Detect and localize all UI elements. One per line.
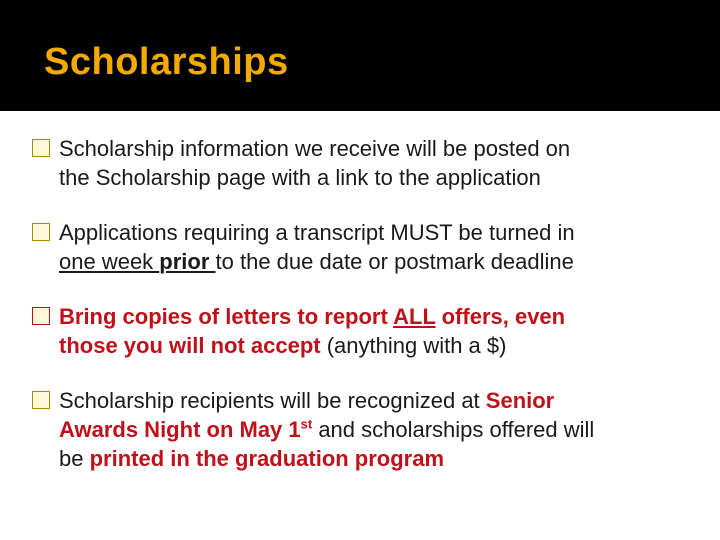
- highlight-text: Senior: [485, 388, 555, 413]
- title-bar: [0, 0, 720, 111]
- underlined-text: one week: [59, 249, 160, 274]
- bullet-text-line: [59, 444, 692, 473]
- bullet-text: Applications requiring a transcript MUST be turned in: [59, 220, 575, 245]
- highlight-text: offers, even: [435, 304, 566, 329]
- bullet-box-icon: [32, 223, 50, 241]
- highlight-text: Awards Night on May 1: [59, 417, 301, 442]
- bullet-text: and scholarships offered will: [312, 417, 595, 442]
- highlight-text: Bring copies of letters to report: [59, 304, 394, 329]
- bullet-item: [32, 386, 692, 473]
- bullet-box-icon: [32, 391, 50, 409]
- highlight-underlined-text: ALL: [393, 304, 436, 329]
- bullet-text: Scholarship information we receive will be posted on: [59, 136, 571, 161]
- bullet-text: to the due date or postmark deadline: [215, 249, 574, 274]
- bullet-list: [32, 134, 692, 499]
- bullet-item: [32, 218, 692, 276]
- bullet-text: (anything with a $): [320, 333, 507, 358]
- emphasis-text: prior: [159, 249, 216, 274]
- bullet-text: the Scholarship page with a link to the application: [59, 165, 541, 190]
- bullet-item: [32, 302, 692, 360]
- bullet-text-line: [59, 386, 692, 415]
- bullet-text: Scholarship recipients will be recognized at: [59, 388, 486, 413]
- bullet-text-line: [59, 247, 692, 276]
- bullet-box-icon: [32, 307, 50, 325]
- bullet-text-line: [59, 415, 692, 444]
- slide-title: Scholarships: [44, 41, 289, 83]
- bullet-box-icon: [32, 139, 50, 157]
- bullet-text-line: [59, 331, 692, 360]
- highlight-text: those you will not accept: [59, 333, 321, 358]
- superscript-text: st: [300, 416, 313, 432]
- bullet-item: [32, 134, 692, 192]
- bullet-text-line: [59, 302, 692, 331]
- highlight-text: printed in the graduation program: [89, 446, 445, 471]
- bullet-text: be: [59, 446, 90, 471]
